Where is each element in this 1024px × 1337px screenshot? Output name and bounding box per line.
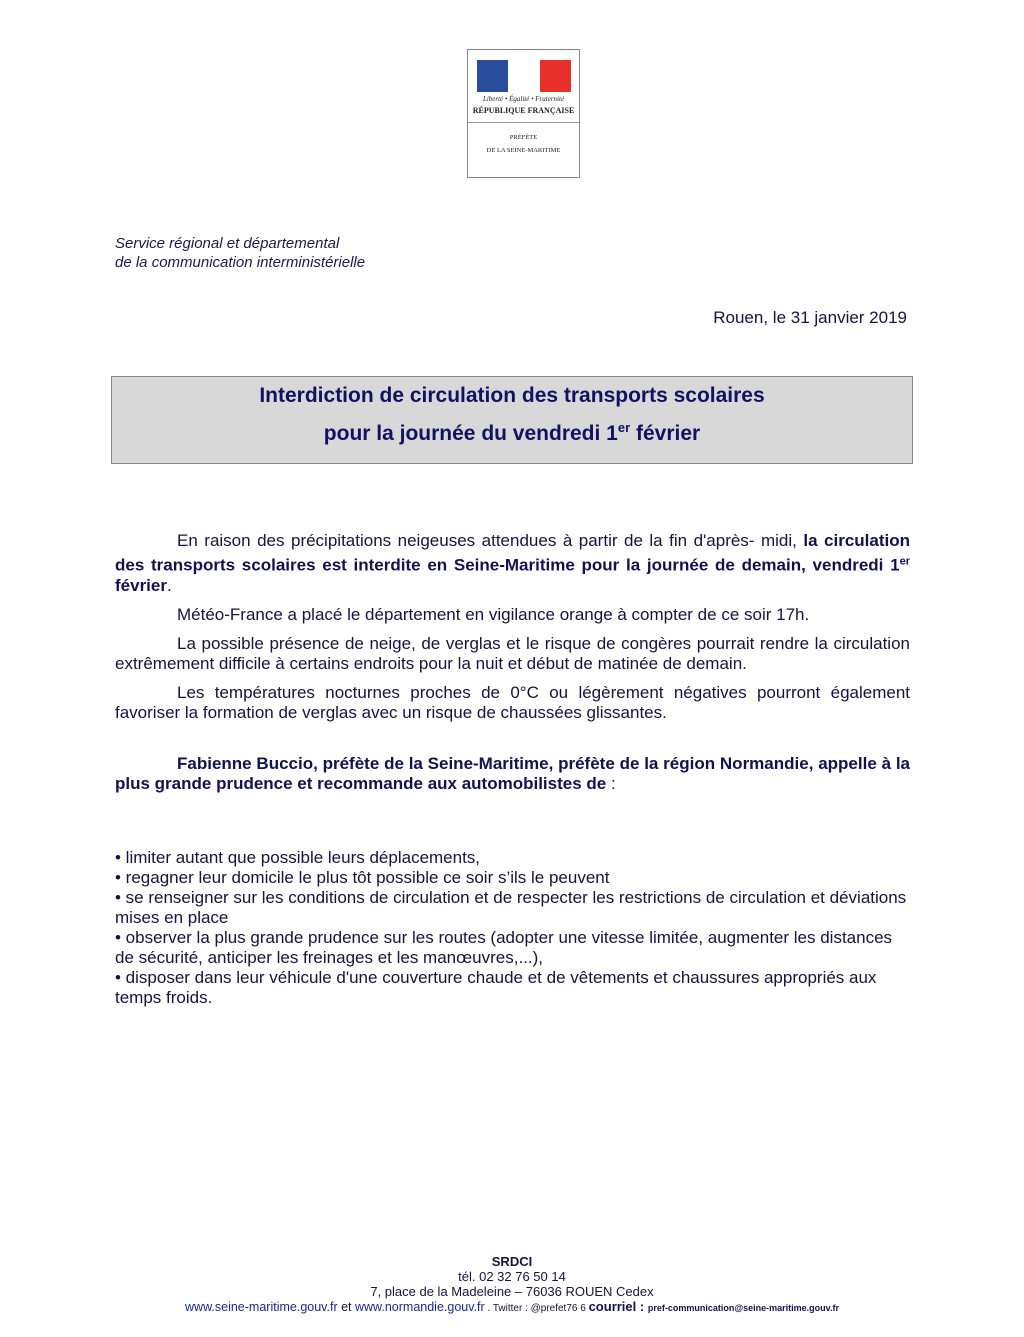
logo-motto: Liberté • Égalité • Fraternité — [482, 95, 565, 103]
footer-address: 7, place de la Madeleine – 76036 ROUEN Cedex — [370, 1284, 654, 1299]
bold-text: la circulation des transports scolaires est interdite en Seine-Maritime pour la journée de demain, vendredi 1 — [115, 531, 910, 575]
footer-links — [0, 1299, 1024, 1316]
service-line: Service régional et départemental — [115, 235, 340, 252]
paragraph-3: La possible présence de neige, de verglas et le risque de congères pourrait rendre la circulation extrêmement difficile à certains endroits pour la nuit et début de matinée de demain. — [115, 633, 910, 673]
footer-org: SRDCI — [491, 1254, 533, 1269]
bold-text: février — [115, 575, 167, 595]
title-text: pour la journée du vendredi 1 — [323, 422, 618, 445]
recommendation-list — [115, 848, 910, 1008]
twitter-text: . Twitter : @prefet76 6 — [484, 1303, 589, 1314]
paragraph-1 — [115, 531, 910, 596]
list-item: • limiter autant que possible leurs déplacements, — [115, 848, 481, 867]
title-sup: er — [617, 420, 631, 435]
body-text — [115, 531, 910, 803]
text: : — [606, 773, 616, 793]
logo-republic: RÉPUBLIQUE FRANÇAISE — [472, 106, 575, 115]
footer-tel: tél. 02 32 76 50 14 — [458, 1269, 566, 1284]
logo-prefecture-1: PRÉFÈTE — [509, 134, 538, 141]
title-line-1: Interdiction de circulation des transports scolaires — [259, 384, 765, 407]
paragraph-4: Les températures nocturnes proches de 0°C ou légèrement négatives pourront également favoriser la formation de verglas avec un risque de chaussées glissantes. — [115, 682, 910, 722]
paragraph-5 — [115, 754, 910, 794]
service-name — [115, 234, 365, 272]
title-text: février — [630, 422, 701, 445]
marianne-flag-icon — [477, 60, 571, 92]
site2-link[interactable]: www.normandie.gouv.fr — [354, 1300, 485, 1314]
list-item: • disposer dans leur véhicule d'une couverture chaude et de vêtements et chaussures appropriés aux temps froids. — [115, 968, 877, 1007]
list-item: • se renseigner sur les conditions de circulation et de respecter les restrictions de circulation et déviations mises en place — [115, 888, 907, 927]
title-box — [111, 376, 913, 464]
date-line: Rouen, le 31 janvier 2019 — [713, 308, 907, 327]
footer — [0, 1254, 1024, 1316]
service-line: de la communication interministérielle — [115, 254, 366, 271]
bold-text: Fabienne Buccio, préfète de la Seine-Maritime, préfète de la région Normandie, appelle à la plus grande prudence et recommande aux automobilistes de — [115, 753, 910, 793]
text: et — [337, 1300, 355, 1314]
mail-label: courriel : — [588, 1299, 648, 1314]
logo-prefecture-2: DE LA SEINE-MARITIME — [486, 147, 561, 154]
list-item: • observer la plus grande prudence sur les routes (adopter une vitesse limitée, augmenter les distances de sécurité, anticiper les freinages et les manœuvres,...), — [115, 928, 893, 967]
list-item: • regagner leur domicile le plus tôt possible ce soir s’ils le peuvent — [115, 868, 610, 887]
sup: er — [899, 555, 910, 567]
title-line-2 — [112, 420, 912, 446]
mail-link[interactable]: pref-communication@seine-maritime.gouv.fr — [647, 1303, 839, 1313]
prefecture-logo — [467, 49, 580, 178]
text: En raison des précipitations neigeuses attendues à partir de la fin d'après- midi, — [177, 531, 804, 550]
paragraph-2: Météo-France a placé le département en vigilance orange à compter de ce soir 17h. — [177, 604, 810, 624]
text: . — [166, 575, 172, 595]
site1-link[interactable]: www.seine-maritime.gouv.fr — [185, 1300, 338, 1314]
